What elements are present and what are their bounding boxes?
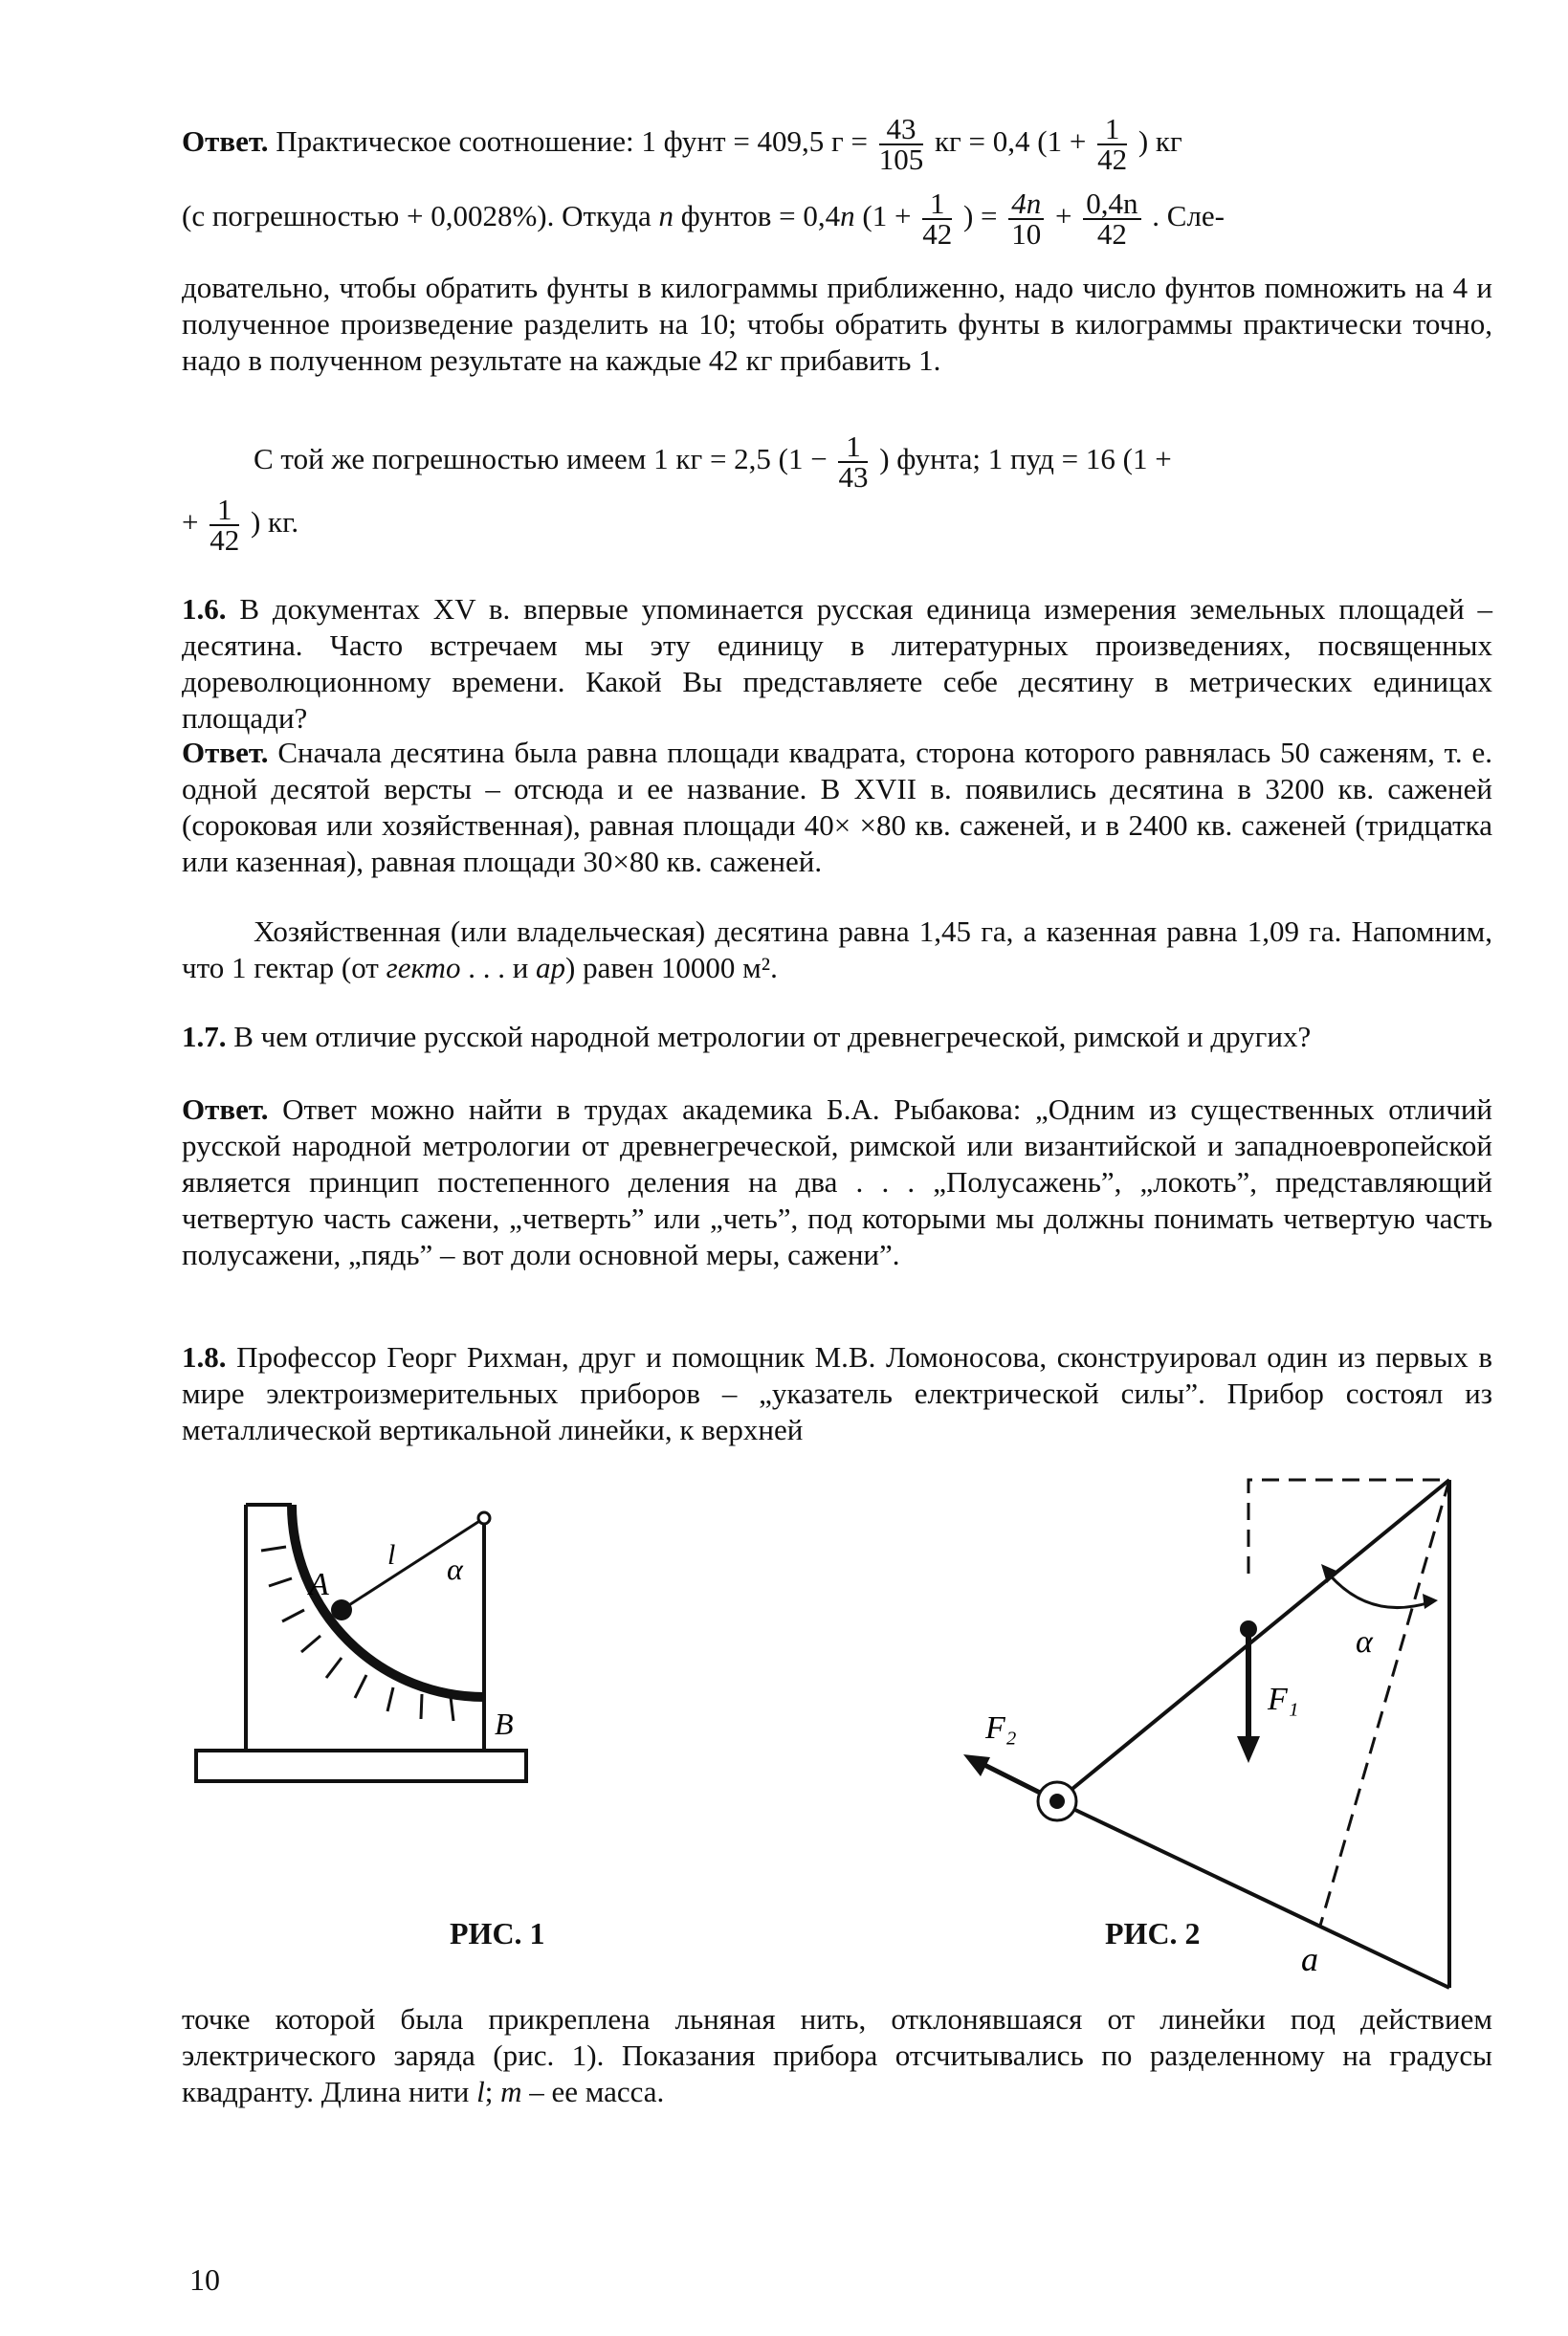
answer-label: Ответ. <box>182 124 269 159</box>
fig2-label-F2: F₂ <box>985 1710 1017 1746</box>
answer-label: Ответ. <box>182 736 269 769</box>
answer-label: Ответ. <box>182 1092 269 1126</box>
figure-2-caption: РИС. 2 <box>1105 1916 1201 1950</box>
fig2-dashed-frame <box>1248 1480 1449 1574</box>
figure-1 <box>187 1488 541 1794</box>
figure-1-caption: РИС. 1 <box>450 1916 545 1950</box>
fig2-angle-arc <box>1327 1572 1430 1608</box>
intro-line-3: С той же погрешностью имеем 1 кг = 2,5 (1 − $\frac{1}{43}$ ) фунта; 1 пуд = 16 (1 + <box>254 430 1172 494</box>
section-1-6-answer: Ответ. Сначала десятина была равна площади квадрата, сторона которого равнялась 50 саженям, т. е. одной десятой версты – отсюда и ее название. В XVII в. появились десятина в 3200 кв. саженей (сороковая или хозяйственная), равная площади 40× ×80 кв. саженей, и в 2400 кв. саженей (тридцатка или казенная), равная площади 30×80 кв. саженей. <box>182 736 1492 878</box>
fraction: $\frac{1}{42}$ <box>210 493 240 557</box>
closing-paragraph: точке которой была прикреплена льняная нить, отклонявшаяся от линейки под действием электрического заряда (рис. 1). Показания прибора отсчитывались по разделенному на градусы квадранту. Длина нити l; m – ее масса. <box>182 2002 1492 2108</box>
fig2-lower-line <box>1057 1801 1449 1988</box>
fig1-pivot <box>478 1512 490 1524</box>
fig1-label-B: B <box>495 1707 514 1741</box>
fig1-base <box>196 1751 526 1781</box>
fraction: $\frac{4n}{10}$ <box>1008 189 1044 249</box>
fig1-label-alpha: α <box>447 1552 463 1586</box>
fraction: $\frac{43}{105}$ <box>878 112 924 176</box>
intro-line-4: + $\frac{1}{42}$ ) кг. <box>182 493 299 557</box>
fig2-F1-arrowhead <box>1237 1736 1260 1763</box>
fig2-label-F1: F₁ <box>1268 1682 1299 1717</box>
intro-line-1: Ответ. Практическое соотношение: 1 фунт = 409,5 г = $\frac{43}{105}$ кг = 0,4 (1 + $\frac{1}{42}$ ) кг <box>182 112 1182 176</box>
section-number: 1.6. <box>182 592 227 626</box>
section-1-7-question: 1.7. В чем отличие русской народной метрологии от древнегреческой, римской и других? <box>182 1020 1312 1053</box>
fig2-pivot-dot <box>1240 1620 1257 1638</box>
fraction: $\frac{1}{42}$ <box>1097 112 1128 176</box>
fig1-label-A: A <box>309 1567 329 1602</box>
fig1-label-l: l <box>387 1539 396 1571</box>
fig2-angle-arrow-2 <box>1423 1594 1438 1609</box>
intro-paragraph: довательно, чтобы обратить фунты в килограммы приближенно, надо число фунтов помножить на 4 и полученное произведение разделить на 10; чтобы обратить фунты в килограммы практически точно, надо в полученном результате на каждые 42 кг прибавить 1. <box>182 271 1492 377</box>
fig1-scale-ticks <box>261 1547 453 1721</box>
section-number: 1.7. <box>182 1020 227 1053</box>
fig2-label-alpha: α <box>1356 1624 1373 1660</box>
fraction: $\frac{1}{43}$ <box>838 430 869 494</box>
section-1-7-answer: Ответ. Ответ можно найти в трудах академика Б.А. Рыбакова: „Одним из существенных отличий русской народной метрологии от древнегреческой, римской или византийской и западноевропейской является принцип постепенного деления на два . . . „Полусажень”, „локоть”, представляющий четвертую часть сажени, „четверть” или „четь”, под которыми мы должны понимать четвертую часть полусажени, „пядь” – вот доли основной меры, сажени”. <box>182 1092 1492 1271</box>
figure-2 <box>942 1459 1478 1994</box>
section-1-6-question: 1.6. В документах XV в. впервые упоминается русская единица измерения земельных площадей – десятина. Часто встречаем мы эту единицу в литературных произведениях, посвященных дореволюционному времени. Какой Вы представляете себе десятину в метрических единицах площади? <box>182 592 1492 735</box>
fig1-ball <box>331 1599 352 1620</box>
fig2-thread <box>1057 1480 1449 1801</box>
fig2-ball-inner <box>1049 1794 1065 1809</box>
fig2-label-a: a <box>1301 1940 1318 1978</box>
fig2-dashed-diagonal <box>1320 1480 1449 1926</box>
intro-line-2: (с погрешностью + 0,0028%). Откуда n фунтов = 0,4n (1 + $\frac{1}{42}$ ) = $\frac{4n}{10}$ + $\frac{0,4n}{42}$ . Сле- <box>182 187 1226 251</box>
section-number: 1.8. <box>182 1340 227 1374</box>
fraction: $\frac{1}{42}$ <box>922 187 953 251</box>
page-number: 10 <box>189 2262 220 2297</box>
section-1-6-extra: Хозяйственная (или владельческая) десятина равна 1,45 га, а казенная равна 1,09 га. Напомним, что 1 гектар (от гекто . . . и ар) равен 10000 м². <box>182 915 1492 984</box>
section-1-8-text: 1.8. Профессор Георг Рихман, друг и помощник М.В. Ломоносова, сконструировал один из первых в мире электроизмерительных приборов – „указатель електрической силы”. Прибор состоял из металлической вертикальной линейки, к верхней <box>182 1340 1492 1446</box>
fraction: $\frac{0,4n}{42}$ <box>1083 189 1140 249</box>
